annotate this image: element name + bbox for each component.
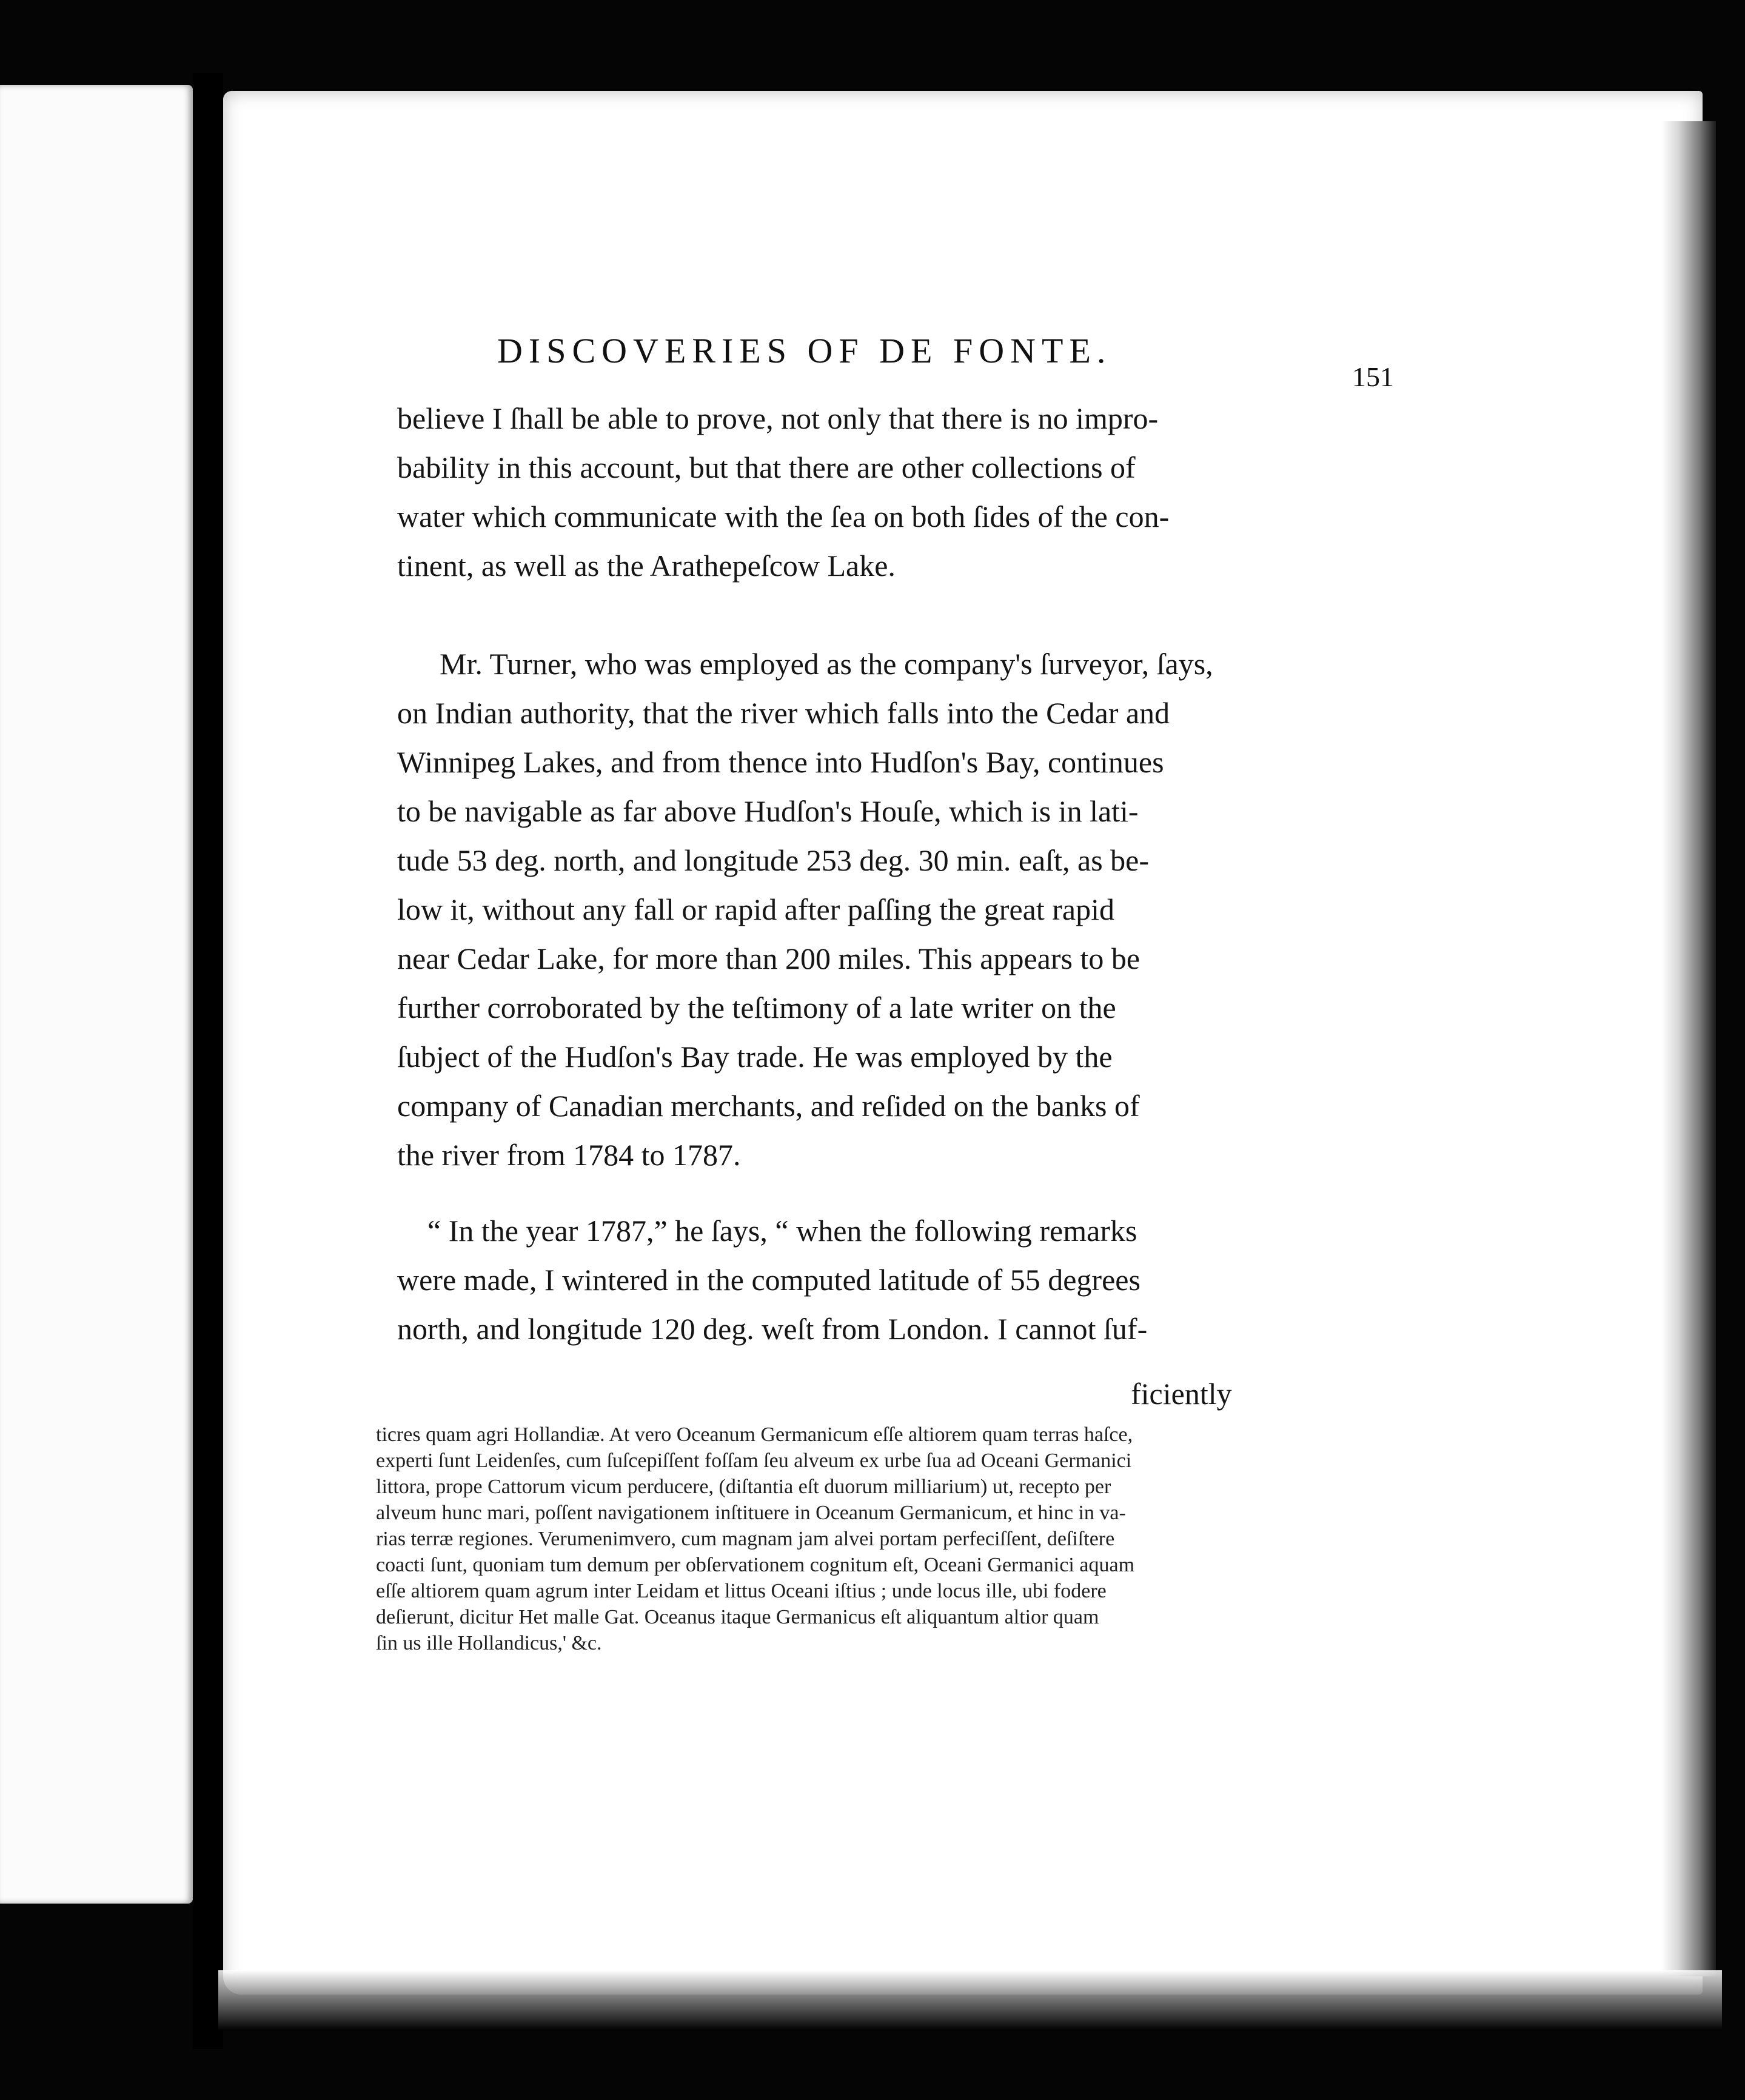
text-line: tude 53 deg. north, and longitude 253 deg. 30 min. eaſt, as be-	[397, 843, 1150, 877]
footnote-line: ſin us ille Hollandicus,' &c.	[376, 1632, 602, 1654]
paragraph-3	[397, 1206, 1276, 1354]
text-line: Mr. Turner, who was employed as the company's ſurveyor, ſays,	[440, 647, 1213, 681]
text-line: low it, without any fall or rapid after paſſing the great rapid	[397, 892, 1114, 926]
text-line: ſubject of the Hudſon's Bay trade. He was employed by the	[397, 1040, 1113, 1074]
paragraph-1	[397, 394, 1276, 590]
page-edge-shadow	[1661, 121, 1716, 1976]
text-line: to be navigable as far above Hudſon's Houſe, which is in lati-	[397, 794, 1139, 828]
book-gutter	[193, 73, 223, 2049]
text-line: Winnipeg Lakes, and from thence into Hudſon's Bay, continues	[397, 745, 1164, 779]
text-line: the river from 1784 to 1787.	[397, 1138, 741, 1172]
footnote-line: ticres quam agri Hollandiæ. At vero Oceanum Germanicum eſſe altiorem quam terras haſce,	[376, 1423, 1133, 1446]
text-line: believe I ſhall be able to prove, not only that there is no impro-	[397, 401, 1159, 435]
text-line: company of Canadian merchants, and reſided on the banks of	[397, 1089, 1140, 1123]
page-number: 151	[1352, 361, 1394, 392]
text-line: water which communicate with the ſea on both ſides of the con-	[397, 500, 1170, 533]
text-line: near Cedar Lake, for more than 200 miles. This appears to be	[397, 941, 1140, 975]
text-line: “ In the year 1787,” he ſays, “ when the following remarks	[427, 1214, 1137, 1248]
running-head: DISCOVERIES OF DE FONTE.	[497, 331, 1112, 370]
text-line: further corroborated by the teſtimony of a late writer on the	[397, 991, 1116, 1025]
catchword: ficiently	[1131, 1377, 1232, 1411]
footnote-line: experti ſunt Leidenſes, cum ſuſcepiſſent foſſam ſeu alveum ex urbe ſua ad Oceani Germanici	[376, 1450, 1132, 1472]
footnote-line: eſſe altiorem quam agrum inter Leidam et littus Oceani iſtius ; unde locus ille, ubi fodere	[376, 1580, 1107, 1602]
footnote	[376, 1422, 1273, 1656]
footnote-line: alveum hunc mari, poſſent navigationem inſtituere in Oceanum Germanicum, et hinc in va-	[376, 1502, 1126, 1524]
text-line: on Indian authority, that the river which falls into the Cedar and	[397, 696, 1170, 730]
text-line: were made, I wintered in the computed latitude of 55 degrees	[397, 1263, 1140, 1297]
left-page-fragment	[0, 85, 193, 1904]
text-line: north, and longitude 120 deg. weſt from London. I cannot ſuf-	[397, 1312, 1148, 1346]
text-line: tinent, as well as the Arathepeſcow Lake.	[397, 549, 896, 583]
paragraph-2	[397, 640, 1276, 1180]
text-line: bability in this account, but that there are other collections of	[397, 450, 1136, 484]
footnote-line: littora, prope Cattorum vicum perducere, (diſtantia eſt duorum milliarium) ut, recepto per	[376, 1476, 1111, 1498]
footnote-line: coacti ſunt, quoniam tum demum per obſervationem cognitum eſt, Oceani Germanici aquam	[376, 1554, 1135, 1576]
footnote-line: deſierunt, dicitur Het malle Gat. Oceanus itaque Germanicus eſt aliquantum altior quam	[376, 1606, 1099, 1628]
bottom-edge-shadow	[218, 1970, 1722, 2031]
footnote-line: rias terræ regiones. Verumenimvero, cum magnam jam alvei portam perfeciſſent, deſiſtere	[376, 1528, 1115, 1550]
